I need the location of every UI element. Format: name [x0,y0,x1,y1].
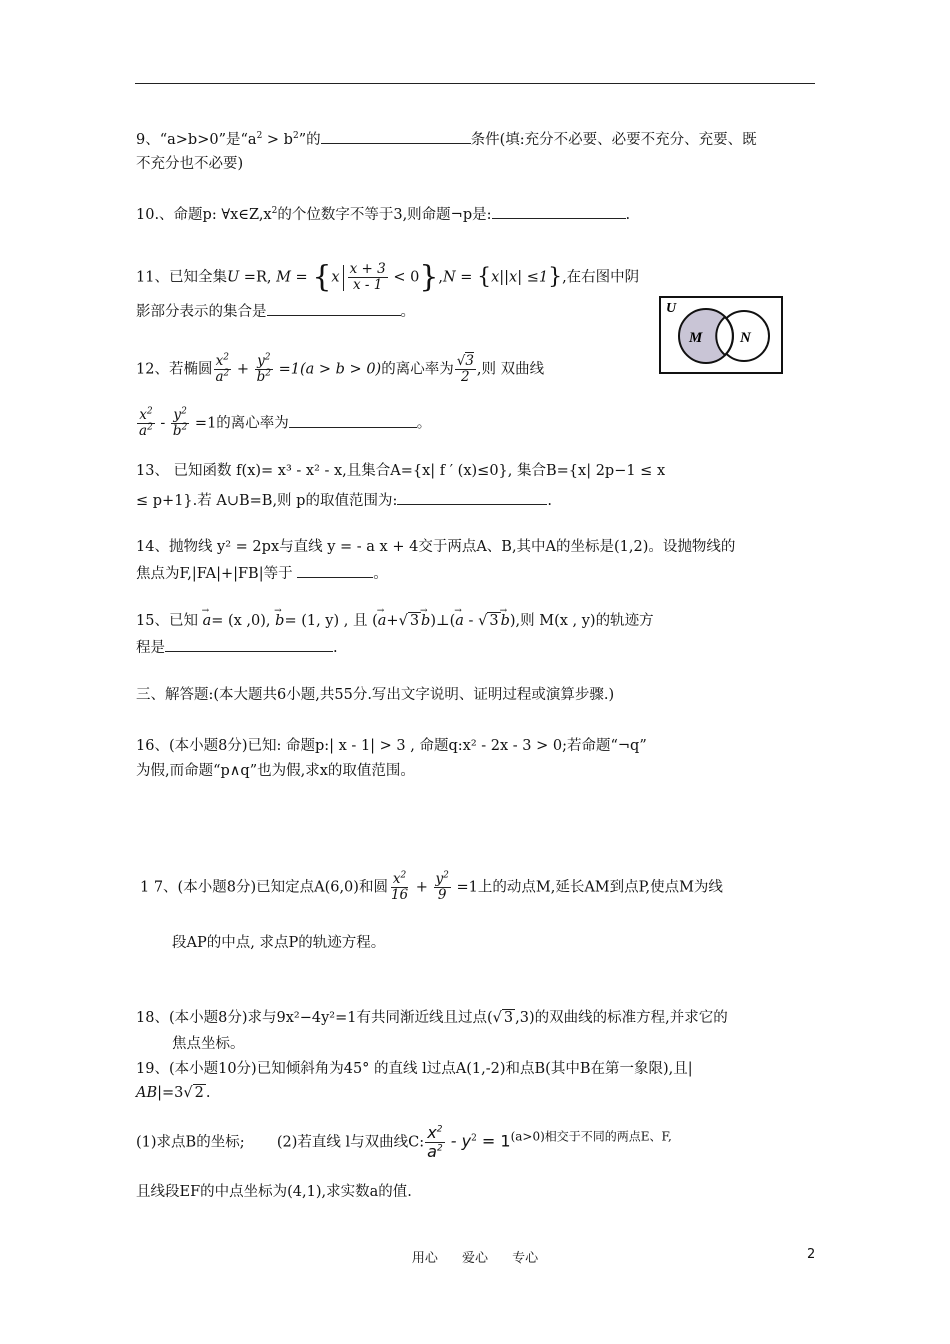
venn-label-n: N [740,330,751,346]
page-number: 2 [807,1247,816,1262]
question-9-line-1: 9、“a>b>0”是“$a^2 > b^2$”的 条件(填:充分不必要、必要不充分、充要、既 [136,128,757,150]
venn-label-u: U [666,301,677,316]
question-12-line-2: $\frac{x^2}{a^2}$ - $\frac{y^2}{b^2}$ =1的离心率为 。 [139,406,432,439]
section-3-heading: 三、解答题:(本大题共6小题,共55分.写出文字说明、证明过程或演算步骤.) [136,687,615,703]
question-19-line-2: AB|=3√ 2 . [136,1085,211,1101]
answer-blank[interactable] [289,412,417,428]
question-18-line-1: 18、(本小题8分)求与9x²−4y²=1有共同渐近线且过点(√ 3 ,3)的双曲线的标准方程,并求它的 [136,1010,728,1026]
question-17-line-1: 1 7、(本小题8分)已知定点A(6,0)和圆 $\frac{x^2}{16}$ + $\frac{y^2}{9}$ =1上的动点M,延长AM到点P,使点M为线 [140,870,723,903]
question-11-line-1: 11、已知全集U =R, M = {x $\frac{x + 3}{x - 1}$ < 0},N = {x||x| ≤1},在右图中阴 [136,259,640,295]
question-13-line-2: ≤ p+1}.若 A∪B=B,则 p的取值范围为: . [136,489,552,511]
question-19-line-4: 且线段EF的中点坐标为(4,1),求实数a的值. [136,1184,412,1200]
answer-blank[interactable] [297,562,373,578]
question-16-line-2: 为假,而命题“p∧q”也为假,求x的取值范围。 [136,763,415,779]
header-rule [135,83,815,84]
question-17-line-2: 段AP的中点, 求点P的轨迹方程。 [172,935,386,951]
question-15-line-2: 程是 . [136,636,338,658]
question-12-line-1: 12、若椭圆 $\frac{x^2}{a^2}$ + $\frac{y^2}{b^2}$ =1(a > b > 0)的离心率为 $\frac{√3}{2}$ ,则 双曲线 [136,352,545,385]
answer-blank[interactable] [267,300,401,316]
question-15-line-1: 15、已知 → a= (x ,0), → b= (1, y) , 且 (→ a+√ 3→ b)⊥(→ a - √ 3→ b),则 M(x , y)的轨迹方 [136,611,654,631]
answer-blank[interactable] [492,203,626,219]
question-14-line-2: 焦点为F,|FA|+|FB|等于 。 [136,562,388,584]
question-16-line-1: 16、(本小题8分)已知: 命题p:| x - 1| > 3 , 命题q:x² - 2x - 3 > 0;若命题“¬q” [136,738,647,754]
question-18-line-2: 焦点坐标。 [172,1036,245,1052]
venn-diagram [659,296,783,374]
question-10: 10.、命题p: $\forall x\in Z,x^2$的个位数字不等于3,则命题¬p是: . [136,203,630,225]
question-9-line-2: 不充分也不必要) [136,156,244,172]
question-11-line-2: 影部分表示的集合是 。 [136,300,415,322]
venn-label-m: M [689,330,703,346]
answer-blank[interactable] [321,128,471,144]
answer-blank[interactable] [165,636,333,652]
question-19-line-3: (1)求点B的坐标; (2)若直线 l与双曲线C: $\frac{x^2}{a^2}$ - $y^2 = 1^{(a>0)相交于不同的两点E、F,}$ [136,1123,672,1161]
page-footer: 用心 爱心 专心 [411,1251,539,1266]
answer-blank[interactable] [397,489,547,505]
question-19-line-1: 19、(本小题10分)已知倾斜角为45° 的直线 l过点A(1,-2)和点B(其中B在第一象限),且| [136,1061,693,1077]
question-14-line-1: 14、抛物线 y² = 2px与直线 y = - a x + 4交于两点A、B,其中A的坐标是(1,2)。设抛物线的 [136,539,736,555]
question-13-line-1: 13、 已知函数 f(x)= x³ - x² - x,且集合A={x| f ′ (x)≤0}, 集合B={x| 2p−1 ≤ x [136,463,666,479]
